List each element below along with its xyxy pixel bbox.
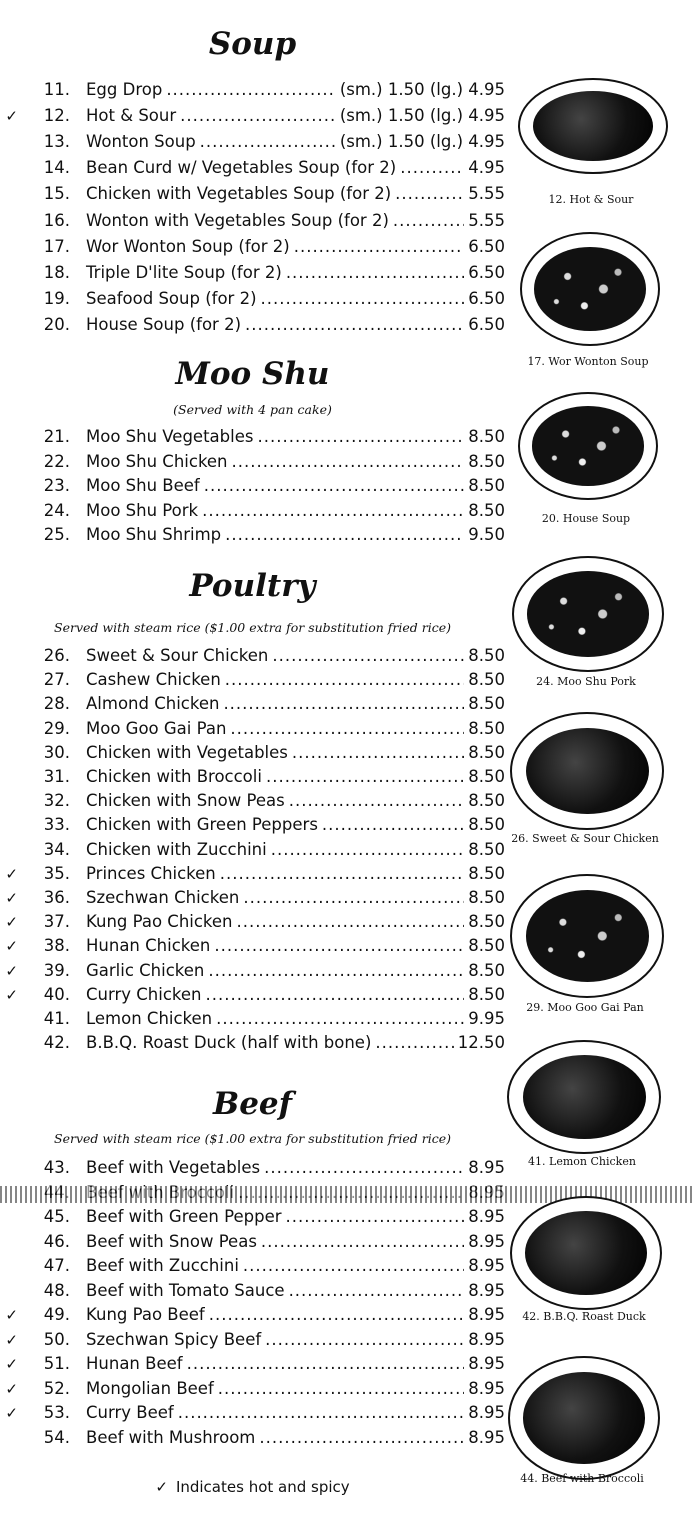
dot-leader bbox=[245, 315, 464, 334]
menu-item bbox=[0, 1379, 505, 1403]
soup-title: Soup bbox=[208, 26, 297, 62]
item-price: 8.95 bbox=[468, 1354, 505, 1373]
item-number: 45. bbox=[43, 1207, 70, 1226]
item-number: 27. bbox=[43, 670, 70, 690]
item-name: Chicken with Broccoli bbox=[86, 767, 262, 786]
item-number: 20. bbox=[43, 314, 70, 334]
dot-leader bbox=[225, 670, 464, 689]
item-number: 31. bbox=[43, 767, 70, 786]
item-name: Moo Shu Shrimp bbox=[86, 525, 222, 544]
mooshu-subtitle: (Served with 4 pan cake) bbox=[173, 402, 332, 417]
hot-spicy-icon: ✓ bbox=[5, 1404, 18, 1422]
hot-spicy-icon: ✓ bbox=[5, 889, 18, 907]
item-price: 8.50 bbox=[468, 863, 505, 883]
item-number: 15. bbox=[43, 184, 70, 204]
menu-item bbox=[0, 501, 505, 525]
menu-item bbox=[0, 1330, 505, 1354]
item-name: Moo Shu Beef bbox=[86, 476, 200, 495]
dot-leader bbox=[289, 1281, 465, 1300]
hot-spicy-icon: ✓ bbox=[155, 1478, 168, 1496]
menu-item bbox=[0, 985, 505, 1009]
dish-photo bbox=[518, 392, 658, 500]
item-name: Hunan Chicken bbox=[86, 936, 211, 956]
poultry-title: Poultry bbox=[189, 568, 316, 604]
item-name: Wonton with Vegetables Soup (for 2) bbox=[86, 210, 389, 230]
footnote-text: Indicates hot and spicy bbox=[175, 1478, 350, 1496]
dish-food-image bbox=[527, 571, 648, 656]
dot-leader bbox=[208, 961, 464, 980]
menu-item bbox=[0, 961, 505, 985]
item-number: 49. bbox=[43, 1305, 70, 1324]
menu-item bbox=[0, 525, 505, 549]
item-number: 24. bbox=[43, 500, 70, 520]
dot-leader bbox=[259, 1428, 464, 1447]
item-number: 11. bbox=[43, 80, 70, 99]
item-number: 37. bbox=[43, 912, 70, 932]
item-price: 8.50 bbox=[468, 427, 505, 446]
item-price: 8.50 bbox=[468, 791, 505, 811]
dot-leader bbox=[294, 237, 465, 256]
menu-item bbox=[0, 767, 505, 791]
menu-item bbox=[0, 743, 505, 767]
item-price: 8.50 bbox=[468, 839, 505, 859]
menu-item bbox=[0, 1009, 505, 1033]
dish-food-image bbox=[525, 1211, 646, 1295]
item-name: Beef with Green Pepper bbox=[86, 1207, 282, 1226]
item-number: 14. bbox=[43, 158, 70, 178]
item-price: 8.95 bbox=[468, 1305, 505, 1324]
poultry-subtitle: Served with steam rice ($1.00 extra for substitution fried rice) bbox=[54, 620, 451, 635]
menu-item bbox=[0, 670, 505, 694]
dot-leader bbox=[292, 743, 464, 762]
item-number: 53. bbox=[43, 1403, 70, 1422]
item-name: Szechwan Spicy Beef bbox=[86, 1329, 262, 1349]
item-name: Lemon Chicken bbox=[86, 1009, 213, 1028]
mooshu-title: Moo Shu bbox=[175, 356, 330, 392]
item-price: 8.95 bbox=[468, 1329, 505, 1349]
dish-photo bbox=[512, 556, 664, 672]
item-price: 6.50 bbox=[468, 262, 505, 282]
item-name: Chicken with Green Peppers bbox=[86, 815, 318, 835]
item-name: Wonton Soup bbox=[86, 132, 196, 152]
item-name: Curry Chicken bbox=[86, 984, 202, 1004]
dot-leader bbox=[237, 912, 465, 931]
item-number: 42. bbox=[43, 1033, 70, 1053]
item-price: 8.50 bbox=[468, 451, 505, 471]
dot-leader bbox=[187, 1354, 465, 1373]
item-name: Chicken with Snow Peas bbox=[86, 791, 285, 811]
dot-leader bbox=[375, 1033, 453, 1052]
item-price: 8.50 bbox=[468, 694, 505, 714]
item-name: Moo Shu Chicken bbox=[86, 451, 228, 471]
item-price: 8.95 bbox=[468, 1427, 505, 1447]
dot-leader bbox=[289, 791, 465, 810]
item-price: 8.95 bbox=[468, 1231, 505, 1251]
menu-item bbox=[0, 184, 505, 208]
item-number: 30. bbox=[43, 742, 70, 762]
item-price: 8.50 bbox=[468, 960, 505, 980]
item-price: 6.50 bbox=[468, 236, 505, 256]
menu-item bbox=[0, 158, 505, 182]
dot-leader bbox=[178, 1403, 465, 1422]
item-price: 8.50 bbox=[468, 476, 505, 495]
item-number: 26. bbox=[43, 646, 70, 665]
menu-item bbox=[0, 1207, 505, 1231]
item-number: 50. bbox=[43, 1329, 70, 1349]
dish-food-image bbox=[534, 247, 646, 331]
hot-spicy-icon: ✓ bbox=[5, 1379, 18, 1398]
dot-leader bbox=[216, 1009, 464, 1028]
item-name: Sweet & Sour Chicken bbox=[86, 646, 269, 665]
item-name: Moo Shu Vegetables bbox=[86, 427, 254, 446]
item-name: Moo Shu Pork bbox=[86, 500, 199, 520]
item-price: 8.50 bbox=[468, 984, 505, 1004]
item-name: Kung Pao Beef bbox=[86, 1305, 205, 1324]
menu-item bbox=[0, 912, 505, 936]
dot-leader bbox=[286, 1207, 465, 1226]
item-name: B.B.Q. Roast Duck (half with bone) bbox=[86, 1033, 372, 1053]
menu-item bbox=[0, 1232, 505, 1256]
menu-item bbox=[0, 452, 505, 476]
item-number: 43. bbox=[43, 1158, 70, 1177]
dish-caption: 44. Beef with Broccoli bbox=[520, 1472, 644, 1485]
dot-leader bbox=[218, 1379, 464, 1398]
item-number: 48. bbox=[43, 1280, 70, 1300]
menu-item bbox=[0, 694, 505, 718]
dish-photo bbox=[510, 874, 664, 998]
item-price: 8.95 bbox=[468, 1207, 505, 1226]
item-price: 8.50 bbox=[468, 936, 505, 956]
menu-item bbox=[0, 864, 505, 888]
item-price: 9.50 bbox=[468, 525, 505, 544]
dot-leader bbox=[272, 646, 464, 665]
menu-item bbox=[0, 1428, 505, 1452]
item-name: Chicken with Vegetables bbox=[86, 742, 288, 762]
dish-photo bbox=[507, 1040, 661, 1154]
item-name: Beef with Mushroom bbox=[86, 1427, 256, 1447]
item-price: 8.50 bbox=[468, 670, 505, 690]
hot-spicy-icon: ✓ bbox=[5, 107, 18, 126]
dish-photo bbox=[520, 232, 660, 346]
dot-leader bbox=[395, 184, 464, 203]
item-number: 28. bbox=[43, 694, 70, 714]
footnote bbox=[0, 1478, 505, 1496]
dot-leader bbox=[200, 132, 336, 151]
item-name: Beef with Tomato Sauce bbox=[86, 1280, 285, 1300]
menu-item bbox=[0, 719, 505, 743]
hot-spicy-icon: ✓ bbox=[5, 1306, 18, 1324]
dot-leader bbox=[230, 719, 464, 738]
item-number: 41. bbox=[43, 1009, 70, 1028]
dot-leader bbox=[266, 767, 464, 786]
item-number: 39. bbox=[43, 960, 70, 980]
item-number: 21. bbox=[43, 427, 70, 446]
dish-photo bbox=[510, 1196, 662, 1310]
item-price: 8.95 bbox=[468, 1280, 505, 1300]
menu-item bbox=[0, 211, 505, 235]
menu-item bbox=[0, 815, 505, 839]
dish-caption: 29. Moo Goo Gai Pan bbox=[526, 1001, 644, 1014]
item-name: Moo Goo Gai Pan bbox=[86, 718, 227, 738]
item-number: 46. bbox=[43, 1231, 70, 1251]
item-price: (sm.) 1.50 (lg.) 4.95 bbox=[339, 132, 505, 152]
item-number: 52. bbox=[43, 1378, 70, 1398]
menu-item bbox=[0, 888, 505, 912]
dish-food-image bbox=[526, 890, 649, 981]
menu-item bbox=[0, 263, 505, 287]
item-name: Princes Chicken bbox=[86, 863, 216, 883]
item-number: 18. bbox=[43, 262, 70, 282]
dot-leader bbox=[393, 211, 464, 230]
beef-subtitle: Served with steam rice ($1.00 extra for substitution fried rice) bbox=[54, 1131, 451, 1146]
dish-caption: 26. Sweet & Sour Chicken bbox=[511, 832, 659, 845]
menu-item bbox=[0, 1403, 505, 1427]
item-number: 51. bbox=[43, 1354, 70, 1373]
menu-item bbox=[0, 1158, 505, 1182]
item-price: 8.50 bbox=[468, 742, 505, 762]
dish-food-image bbox=[526, 728, 649, 815]
dot-leader bbox=[225, 525, 464, 544]
item-price: 8.50 bbox=[468, 646, 505, 665]
item-number: 32. bbox=[43, 791, 70, 811]
menu-item bbox=[0, 791, 505, 815]
item-number: 29. bbox=[43, 718, 70, 738]
item-number: 25. bbox=[43, 525, 70, 544]
item-price: 4.95 bbox=[468, 158, 505, 178]
item-name: Garlic Chicken bbox=[86, 960, 205, 980]
dot-leader bbox=[180, 106, 336, 125]
dot-leader bbox=[261, 289, 465, 308]
item-name: Chicken with Zucchini bbox=[86, 839, 267, 859]
item-price: 8.95 bbox=[468, 1378, 505, 1398]
menu-item bbox=[0, 936, 505, 960]
item-number: 38. bbox=[43, 936, 70, 956]
item-number: 23. bbox=[43, 476, 70, 495]
dot-leader bbox=[166, 80, 336, 99]
item-name: Seafood Soup (for 2) bbox=[86, 288, 257, 308]
dish-caption: 24. Moo Shu Pork bbox=[536, 675, 636, 688]
item-number: 19. bbox=[43, 288, 70, 308]
menu-item bbox=[0, 1281, 505, 1305]
item-price: 8.50 bbox=[468, 888, 505, 907]
dish-photo bbox=[518, 78, 668, 174]
dot-leader bbox=[209, 1305, 465, 1324]
dish-food-image bbox=[523, 1055, 646, 1139]
item-price: 8.50 bbox=[468, 767, 505, 786]
item-name: Triple D'lite Soup (for 2) bbox=[86, 262, 282, 282]
dish-caption: 12. Hot & Sour bbox=[548, 193, 634, 206]
item-price: 6.50 bbox=[468, 314, 505, 334]
item-name: Hunan Beef bbox=[86, 1354, 183, 1373]
item-number: 16. bbox=[43, 210, 70, 230]
menu-item bbox=[0, 80, 505, 104]
dish-photo bbox=[510, 712, 664, 830]
hot-spicy-icon: ✓ bbox=[5, 1330, 18, 1349]
dot-leader bbox=[220, 864, 464, 883]
menu-item bbox=[0, 476, 505, 500]
item-name: Bean Curd w/ Vegetables Soup (for 2) bbox=[86, 158, 397, 178]
dot-leader bbox=[261, 1232, 464, 1251]
menu-item bbox=[0, 427, 505, 451]
item-price: (sm.) 1.50 (lg.) 4.95 bbox=[339, 80, 505, 99]
item-price: 8.95 bbox=[468, 1403, 505, 1422]
item-price: 6.50 bbox=[468, 288, 505, 308]
item-name: Beef with Vegetables bbox=[86, 1158, 261, 1177]
item-price: (sm.) 1.50 (lg.) 4.95 bbox=[339, 106, 505, 126]
dot-leader bbox=[400, 158, 464, 177]
dot-leader bbox=[214, 936, 464, 955]
item-name: Curry Beef bbox=[86, 1403, 174, 1422]
item-price: 5.55 bbox=[468, 210, 505, 230]
item-price: 8.50 bbox=[468, 718, 505, 738]
hot-spicy-icon: ✓ bbox=[5, 913, 18, 932]
item-name: Beef with Snow Peas bbox=[86, 1231, 257, 1251]
dot-leader bbox=[232, 452, 465, 471]
item-name: Hot & Sour bbox=[86, 106, 177, 126]
item-price: 12.50 bbox=[457, 1033, 505, 1053]
item-number: 17. bbox=[43, 236, 70, 256]
item-name: House Soup (for 2) bbox=[86, 314, 242, 334]
dot-leader bbox=[322, 815, 464, 834]
dish-food-image bbox=[523, 1372, 644, 1463]
item-price: 8.50 bbox=[468, 815, 505, 835]
item-number: 35. bbox=[43, 863, 70, 883]
item-number: 36. bbox=[43, 888, 70, 907]
dish-caption: 17. Wor Wonton Soup bbox=[527, 355, 649, 368]
beef-title: Beef bbox=[213, 1086, 292, 1122]
dot-leader bbox=[243, 1256, 464, 1275]
item-name: Egg Drop bbox=[86, 80, 163, 99]
dot-leader bbox=[243, 888, 464, 907]
item-number: 54. bbox=[43, 1427, 70, 1447]
dot-leader bbox=[257, 427, 464, 446]
item-price: 8.50 bbox=[468, 500, 505, 520]
dot-leader bbox=[205, 985, 464, 1004]
menu-item bbox=[0, 237, 505, 261]
dot-leader bbox=[202, 501, 464, 520]
item-price: 5.55 bbox=[468, 184, 505, 204]
menu-item bbox=[0, 840, 505, 864]
item-number: 13. bbox=[43, 132, 70, 152]
item-name: Kung Pao Chicken bbox=[86, 912, 233, 932]
item-name: Beef with Zucchini bbox=[86, 1256, 239, 1275]
item-price: 8.50 bbox=[468, 912, 505, 932]
item-number: 34. bbox=[43, 839, 70, 859]
hot-spicy-icon: ✓ bbox=[5, 937, 18, 956]
item-name: Mongolian Beef bbox=[86, 1378, 214, 1398]
dot-leader bbox=[286, 263, 464, 282]
dish-caption: 41. Lemon Chicken bbox=[528, 1155, 636, 1168]
hot-spicy-icon: ✓ bbox=[5, 1355, 18, 1373]
item-price: 9.95 bbox=[468, 1009, 505, 1028]
dish-caption: 42. B.B.Q. Roast Duck bbox=[522, 1310, 646, 1323]
item-price: 8.95 bbox=[468, 1256, 505, 1275]
menu-item bbox=[0, 1305, 505, 1329]
dish-caption: 20. House Soup bbox=[541, 512, 631, 525]
item-name: Cashew Chicken bbox=[86, 670, 221, 690]
menu-item bbox=[0, 315, 505, 339]
hot-spicy-icon: ✓ bbox=[5, 961, 18, 980]
menu-item bbox=[0, 289, 505, 313]
hot-spicy-icon: ✓ bbox=[5, 864, 18, 883]
menu-item bbox=[0, 1033, 505, 1057]
menu-item bbox=[0, 1354, 505, 1378]
item-name: Wor Wonton Soup (for 2) bbox=[86, 236, 290, 256]
dot-leader bbox=[271, 840, 465, 859]
dish-food-image bbox=[533, 91, 653, 161]
item-number: 47. bbox=[43, 1256, 70, 1275]
dish-food-image bbox=[532, 406, 644, 485]
item-number: 12. bbox=[43, 106, 70, 126]
dot-leader bbox=[265, 1330, 464, 1349]
menu-item bbox=[0, 1256, 505, 1280]
item-name: Chicken with Vegetables Soup (for 2) bbox=[86, 184, 392, 204]
menu-item bbox=[0, 106, 505, 130]
item-price: 8.95 bbox=[468, 1158, 505, 1177]
menu-item bbox=[0, 646, 505, 670]
item-number: 40. bbox=[43, 984, 70, 1004]
item-number: 33. bbox=[43, 815, 70, 835]
item-number: 22. bbox=[43, 451, 70, 471]
dot-leader bbox=[264, 1158, 464, 1177]
dot-leader bbox=[223, 694, 464, 713]
menu-item bbox=[0, 132, 505, 156]
dot-leader bbox=[204, 476, 465, 495]
item-name: Szechwan Chicken bbox=[86, 888, 240, 907]
dish-photo bbox=[508, 1356, 660, 1480]
item-name: Almond Chicken bbox=[86, 694, 220, 714]
hot-spicy-icon: ✓ bbox=[5, 985, 18, 1004]
